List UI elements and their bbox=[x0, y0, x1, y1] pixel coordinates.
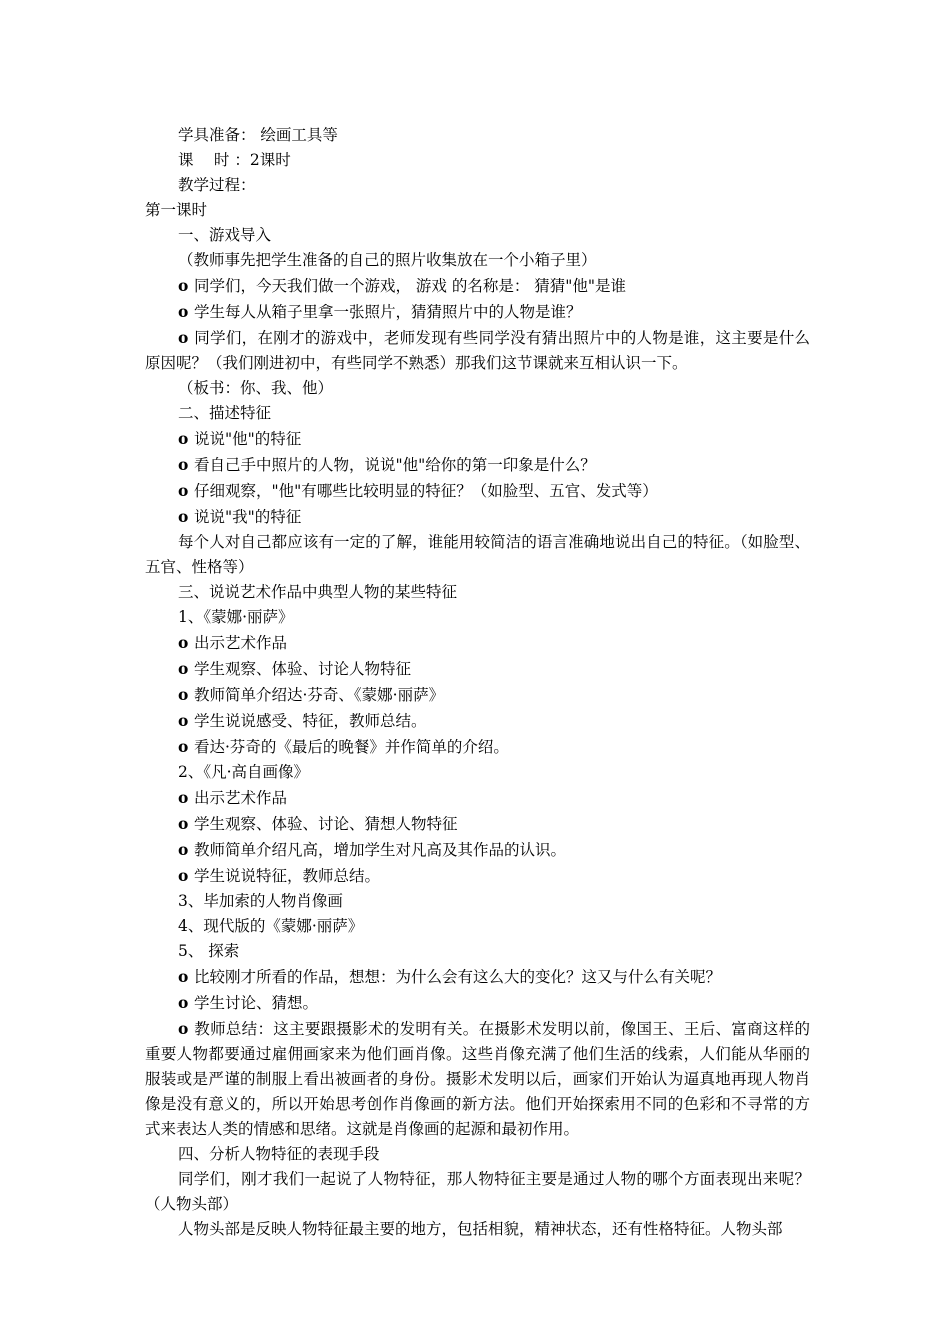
bullet-text: 仔细观察，"他"有哪些比较明显的特征？（如脸型、五官、发式等） bbox=[194, 482, 658, 500]
bullet-paragraph bbox=[145, 708, 810, 734]
bullet-text: 教师简单介绍凡高，增加学生对凡高及其作品的认识。 bbox=[194, 841, 567, 859]
bullet-text: 学生每人从箱子里拿一张照片，猜猜照片中的人物是谁？ bbox=[194, 303, 582, 321]
bullet-paragraph bbox=[145, 837, 810, 863]
bullet-mark: o bbox=[178, 866, 189, 885]
bullet-mark: o bbox=[178, 788, 189, 807]
bullet-paragraph bbox=[145, 1016, 810, 1142]
bullet-paragraph bbox=[145, 734, 810, 760]
paragraph: 教学过程： bbox=[178, 176, 256, 194]
bullet-paragraph bbox=[145, 273, 810, 299]
bullet-text: 出示艺术作品 bbox=[194, 634, 288, 652]
bullet-mark: o bbox=[178, 276, 189, 295]
bullet-mark: o bbox=[178, 481, 189, 500]
bullet-mark: o bbox=[178, 302, 189, 321]
paragraph: 4、现代版的《蒙娜·丽萨》 bbox=[178, 917, 364, 935]
bullet-mark: o bbox=[178, 685, 189, 704]
bullet-mark: o bbox=[178, 711, 189, 730]
bullet-mark: o bbox=[178, 840, 189, 859]
bullet-text: 同学们，今天我们做一个游戏， 游戏 的名称是： 猜猜"他"是谁 bbox=[194, 277, 627, 295]
bullet-mark: o bbox=[178, 1019, 189, 1038]
paragraph: 学具准备： 绘画工具等 bbox=[178, 126, 338, 144]
paragraph: 一、游戏导入 bbox=[178, 226, 272, 244]
paragraph: 3、毕加索的人物肖像画 bbox=[178, 892, 343, 910]
document-body bbox=[145, 123, 810, 1242]
bullet-text: 出示艺术作品 bbox=[194, 789, 288, 807]
paragraph: 四、分析人物特征的表现手段 bbox=[178, 1145, 380, 1163]
bullet-mark: o bbox=[178, 455, 189, 474]
bullet-text: 看自己手中照片的人物，说说"他"给你的第一印象是什么？ bbox=[194, 456, 596, 474]
bullet-mark: o bbox=[178, 737, 189, 756]
bullet-paragraph bbox=[145, 682, 810, 708]
bullet-mark: o bbox=[178, 967, 189, 986]
paragraph: 每个人对自己都应该有一定的了解，谁能用较简洁的语言准确地说出自己的特征。（如脸型、五官、性格等） bbox=[145, 533, 810, 576]
paragraph: 课 时 ：2课时 bbox=[178, 151, 291, 169]
bullet-text: 同学们，在刚才的游戏中，老师发现有些同学没有猜出照片中的人物是谁，这主要是什么原因呢？（我们刚进初中，有些同学不熟悉）那我们这节课就来互相认识一下。 bbox=[145, 329, 810, 372]
bullet-text: 教师总结：这主要跟摄影术的发明有关。在摄影术发明以前，像国王、王后、富商这样的重要人物都要通过雇佣画家来为他们画肖像。这些肖像充满了他们生活的线索，人们能从华丽的服装或是严谨的制服上看出被画者的身份。摄影术发明以后，画家们开始认为逼真地再现人物肖像是没有意义的，所以开始思考创作肖像画的新方法。他们开始探索用不同的色彩和不寻常的方式来表达人类的情感和思绪。这就是肖像画的起源和最初作用。 bbox=[145, 1020, 810, 1138]
bullet-text: 学生观察、体验、讨论、猜想人物特征 bbox=[194, 815, 458, 833]
bullet-text: 教师简单介绍达·芬奇、《蒙娜·丽萨》 bbox=[194, 686, 445, 704]
bullet-mark: o bbox=[178, 328, 189, 347]
paragraph: 三、说说艺术作品中典型人物的某些特征 bbox=[178, 583, 458, 601]
bullet-paragraph bbox=[145, 478, 810, 504]
paragraph: 1、《蒙娜·丽萨》 bbox=[178, 608, 294, 626]
bullet-paragraph bbox=[145, 426, 810, 452]
bullet-text: 学生讨论、猜想。 bbox=[194, 994, 319, 1012]
bullet-paragraph bbox=[145, 630, 810, 656]
bullet-mark: o bbox=[178, 814, 189, 833]
bullet-text: 说说"我"的特征 bbox=[194, 508, 302, 526]
section-heading: 第一课时 bbox=[145, 201, 208, 219]
bullet-mark: o bbox=[178, 993, 189, 1012]
bullet-paragraph bbox=[145, 785, 810, 811]
paragraph: 人物头部是反映人物特征最主要的地方，包括相貌，精神状态，还有性格特征。人物头部 bbox=[178, 1220, 783, 1238]
bullet-paragraph bbox=[145, 811, 810, 837]
paragraph: 同学们，刚才我们一起说了人物特征，那人物特征主要是通过人物的哪个方面表现出来呢？（人物头部） bbox=[145, 1170, 810, 1213]
bullet-paragraph bbox=[145, 299, 810, 325]
bullet-paragraph bbox=[145, 325, 810, 376]
bullet-paragraph bbox=[145, 863, 810, 889]
bullet-paragraph bbox=[145, 504, 810, 530]
bullet-text: 说说"他"的特征 bbox=[194, 430, 302, 448]
bullet-mark: o bbox=[178, 633, 189, 652]
bullet-paragraph bbox=[145, 452, 810, 478]
bullet-paragraph bbox=[145, 656, 810, 682]
paragraph: 2、《凡·高自画像》 bbox=[178, 763, 310, 781]
bullet-text: 学生说说感受、特征，教师总结。 bbox=[194, 712, 427, 730]
bullet-text: 比较刚才所看的作品，想想：为什么会有这么大的变化？这又与什么有关呢？ bbox=[194, 968, 722, 986]
bullet-text: 学生说说特征，教师总结。 bbox=[194, 867, 381, 885]
bullet-paragraph bbox=[145, 990, 810, 1016]
bullet-paragraph bbox=[145, 964, 810, 990]
bullet-text: 学生观察、体验、讨论人物特征 bbox=[194, 660, 412, 678]
bullet-mark: o bbox=[178, 429, 189, 448]
paragraph: 二、描述特征 bbox=[178, 404, 272, 422]
bullet-mark: o bbox=[178, 659, 189, 678]
paragraph: （教师事先把学生准备的自己的照片收集放在一个小箱子里） bbox=[178, 251, 597, 269]
paragraph: （板书：你、我、他） bbox=[178, 379, 334, 397]
bullet-text: 看达·芬奇的《最后的晚餐》并作简单的介绍。 bbox=[194, 738, 509, 756]
bullet-mark: o bbox=[178, 507, 189, 526]
paragraph: 5、 探索 bbox=[178, 942, 240, 960]
